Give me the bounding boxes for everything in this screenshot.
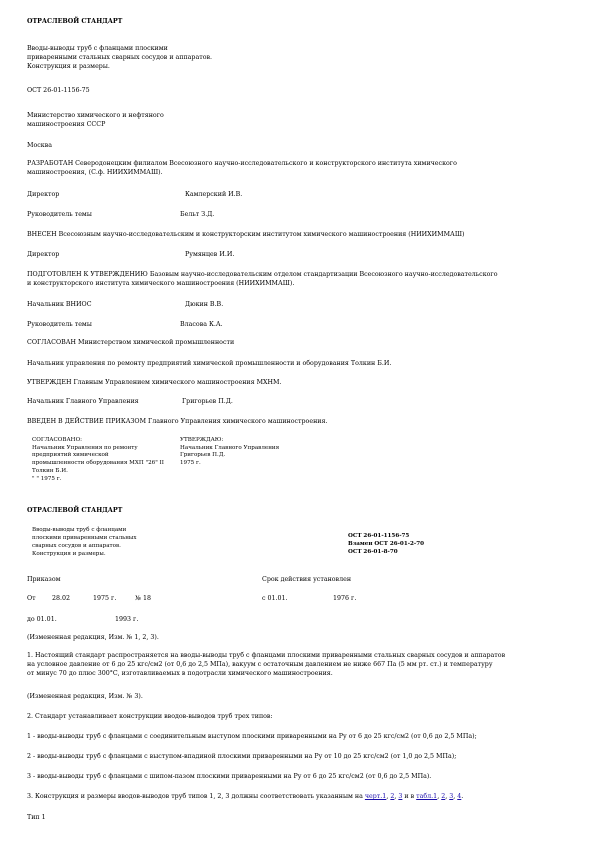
- introduced-director-name: Румянцев И.И.: [185, 251, 235, 258]
- prepared-head-name: Власова К.А.: [180, 321, 223, 328]
- footer-type-label: Тип 1: [27, 814, 46, 821]
- revision-note-2: (Измененная редакция, Изм. № 3).: [27, 693, 143, 700]
- enacted-text: ВВЕДЕН В ДЕЙСТВИЕ ПРИКАЗОМ Главного Управления химического машиностроения.: [27, 418, 328, 425]
- sign-right-line-2: Григорьев П.Д.: [180, 452, 226, 458]
- approved-role: Начальник Главного Управления: [27, 398, 139, 405]
- title-line-2: приваренными стальных сварных сосудов и аппаратов.: [27, 54, 213, 61]
- link-drawing-3[interactable]: 3: [398, 793, 403, 800]
- prepared-chief-role: Начальник ВНИОС: [27, 301, 92, 308]
- type-2: 2 - вводы-выводы труб с фланцами с выступом-впадиной плоскими приваренными на Ру от 10 до 25 кгс/см2 (от 1,0 до 2,5 МПа);: [27, 753, 457, 760]
- order-day: 28.02: [52, 595, 71, 602]
- title-line-1: Вводы-выводы труб с фланцами плоскими: [27, 45, 168, 52]
- agreed-text: СОГЛАСОВАН Министерством химической промышленности: [27, 339, 235, 346]
- order-label: Приказом: [27, 576, 61, 583]
- prepared-chief-name: Дюкин В.В.: [185, 301, 224, 308]
- sign-left-line-2: предприятий химической: [32, 452, 109, 458]
- link-table-4[interactable]: 4: [457, 793, 462, 800]
- valid-from: с 01.01.: [262, 595, 288, 602]
- second-code-2: Взамен ОСТ 26-01-2-70: [348, 541, 425, 547]
- valid-to: до 01.01.: [27, 616, 57, 623]
- valid-to-year: 1993 г.: [115, 616, 139, 623]
- validity-label: Срок действия установлен: [262, 576, 352, 583]
- sign-left-head: СОГЛАСОВАНО:: [32, 437, 83, 443]
- order-number: № 18: [135, 595, 151, 602]
- second-title-line-2: плоскими приваренными стальных: [32, 535, 137, 541]
- sign-left-line-5: " " 1975 г.: [32, 476, 62, 482]
- sign-left-line-3: промышленности оборудования МХП "26" II: [32, 460, 164, 466]
- sign-right-line-1: Начальник Главного Управления: [180, 445, 280, 451]
- prepared-line-2: и конструкторского института химического машиностроения (НИИХИММАШ).: [27, 280, 295, 287]
- prepared-head-role: Руководитель темы: [27, 321, 92, 328]
- approved-name: Григорьев П.Д.: [182, 398, 233, 405]
- valid-from-year: 1976 г.: [333, 595, 357, 602]
- second-code-1: ОСТ 26-01-1156-75: [348, 533, 410, 539]
- second-title-line-4: Конструкция и размеры.: [32, 551, 106, 557]
- developed-line-1: РАЗРАБОТАН Северодонецким филиалом Всесоюзного научно-исследовательского и конструкторского института химического: [27, 160, 457, 167]
- developed-director-role: Директор: [27, 191, 60, 198]
- developed-head-name: Бельт З.Д.: [180, 211, 215, 218]
- from-label: От: [27, 595, 36, 602]
- developed-head-role: Руководитель темы: [27, 211, 92, 218]
- p3: 3. Конструкция и размеры вводов-выводов труб типов 1, 2, 3 должны соответствовать указанным на черт.1, 2, 3 и в табл.1, 2, 3, 4.: [27, 793, 464, 800]
- p1-line-1: 1. Настоящий стандарт распространяется на вводы-выводы труб с фланцами плоскими приваренными стальных сварных сосудов и аппаратов: [27, 652, 506, 659]
- ministry-line-1: Министерство химического и нефтяного: [27, 112, 164, 119]
- standard-code: ОСТ 26-01-1156-75: [27, 87, 90, 94]
- second-std-label: ОТРАСЛЕВОЙ СТАНДАРТ: [27, 507, 123, 514]
- introduced-text: ВНЕСЕН Всесоюзным научно-исследовательским и конструкторским институтом химического машиностроения (НИИХИММАШ): [27, 231, 465, 238]
- sign-left-line-4: Толкин Б.И.: [32, 468, 68, 474]
- p2: 2. Стандарт устанавливает конструкции вводов-выводов труб трех типов:: [27, 713, 273, 720]
- prepared-line-1: ПОДГОТОВЛЕН К УТВЕРЖДЕНИЮ Базовым научно-исследовательским отделом стандартизации Всесоюзного научно-исследовательского: [27, 271, 498, 278]
- link-drawing-2[interactable]: 2: [390, 793, 395, 800]
- p1-line-3: от минус 70 до плюс 300°С, изготавливаемых в подотрасли химического машиностроения.: [27, 670, 333, 677]
- link-table-3[interactable]: 3: [449, 793, 454, 800]
- second-code-3: ОСТ 26-01-8-70: [348, 549, 398, 555]
- link-table-1[interactable]: табл.1: [416, 793, 438, 800]
- developed-director-name: Камлерский И.В.: [185, 191, 243, 198]
- link-table-2[interactable]: 2: [441, 793, 446, 800]
- sign-left-line-1: Начальник Управления по ремонту: [32, 445, 138, 451]
- p1-line-2: на условное давление от 6 до 25 кгс/см2 (от 0,6 до 2,5 МПа), вакуум с остаточным давлением не ниже 667 Па (5 мм рт. ст.) и температуру: [27, 661, 493, 668]
- type-1: 1 - вводы-выводы труб с фланцами с соединительным выступом плоскими приваренными на Ру от 6 до 25 кгс/см2 (от 0,6 до 2,5 МПа);: [27, 733, 477, 740]
- approved-text: УТВЕРЖДЕН Главным Управлением химического машиностроения МХНМ.: [27, 379, 282, 386]
- second-title-line-3: сварных сосудов и аппаратов.: [32, 543, 121, 549]
- ministry-line-2: машиностроения СССР: [27, 121, 106, 128]
- city: Москва: [27, 142, 52, 149]
- std-label: ОТРАСЛЕВОЙ СТАНДАРТ: [27, 18, 123, 25]
- type-3: 3 - вводы-выводы труб с фланцами с шипом-пазом плоскими приваренными на Ру от 6 до 25 кгс/см2 (от 0,6 до 2,5 МПа).: [27, 773, 432, 780]
- title-line-3: Конструкция и размеры.: [27, 63, 110, 70]
- order-year: 1975 г.: [93, 595, 117, 602]
- sign-right-line-3: 1975 г.: [180, 460, 201, 466]
- introduced-director-role: Директор: [27, 251, 60, 258]
- p3-text: 3. Конструкция и размеры вводов-выводов труб типов 1, 2, 3 должны соответствовать указанным на: [27, 793, 363, 800]
- sign-right-head: УТВЕРЖДАЮ:: [180, 437, 224, 443]
- second-title-line-1: Вводы-выводы труб с фланцами: [32, 527, 127, 533]
- revision-note-1: (Измененная редакция, Изм. № 1, 2, 3).: [27, 634, 159, 641]
- developed-line-2: машиностроения, (С.ф. НИИХИММАШ).: [27, 169, 163, 176]
- link-drawing-1[interactable]: черт.1: [364, 793, 387, 800]
- agreed-dept: Начальник управления по ремонту предприятий химической промышленности и оборудования Толкин Б.И.: [27, 360, 392, 367]
- p3-and: и в: [404, 793, 415, 800]
